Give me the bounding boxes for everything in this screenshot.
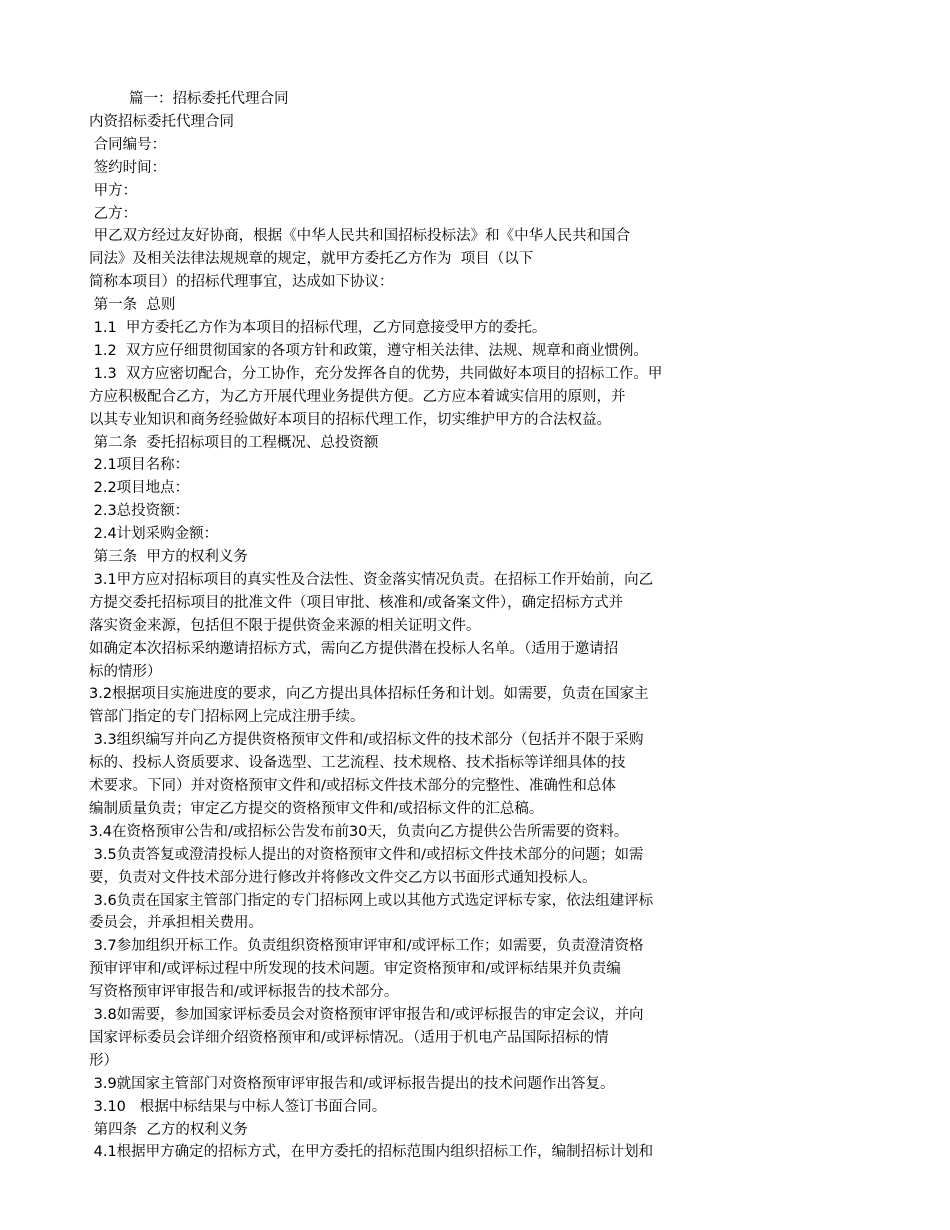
document-line: 4.1根据甲方确定的招标方式，在甲方委托的招标范围内组织招标工作，编制招标计划和 (89, 1144, 654, 1161)
document-line: 3.9就国家主管部门对资格预审评审报告和/或评标报告提出的技术问题作出答复。 (89, 1075, 615, 1092)
document-line: 标的情形） (89, 663, 162, 680)
document-line: 3.1甲方应对招标项目的真实性及合法性、资金落实情况负责。在招标工作开始前，向乙 (89, 571, 654, 588)
document-line: 1.2 双方应仔细贯彻国家的各项方针和政策，遵守相关法律、法规、规章和商业惯例。 (89, 342, 648, 359)
document-line: 3.7参加组织开标工作。负责组织资格预审评审和/或评标工作；如需要，负责澄清资格 (89, 938, 644, 955)
document-line: 要，负责对文件技术部分进行修改并将修改文件交乙方以书面形式通知投标人。 (89, 869, 597, 886)
document-line: 3.6负责在国家主管部门指定的专门招标网上或以其他方式选定评标专家，依法组建评标 (89, 892, 654, 909)
document-line: 第四条 乙方的权利义务 (89, 1121, 248, 1138)
document-line: 内资招标委托代理合同 (89, 113, 234, 130)
document-line: 3.8如需要，参加国家评标委员会对资格预审评审报告和/或评标报告的审定会议，并向 (89, 1007, 644, 1023)
document-line: 1.3 双方应密切配合，分工协作，充分发挥各自的优势，共同做好本项目的招标工作。甲 (89, 365, 663, 382)
document-line: 国家评标委员会详细介绍资格预审和/或评标情况。（适用于机电产品国际招标的情 (89, 1029, 609, 1046)
document-line: 2.3总投资额： (89, 503, 190, 520)
document-line: 落实资金来源，包括但不限于提供资金来源的相关证明文件。 (89, 617, 481, 634)
document-line: 方应积极配合乙方，为乙方开展代理业务提供方便。乙方应本着诚实信用的原则，并 (89, 388, 626, 405)
document-line: 2.1项目名称： (89, 457, 190, 474)
document-line: 合同编号： (89, 136, 167, 153)
document-line: 编制质量负责；审定乙方提交的资格预审文件和/或招标文件的汇总稿。 (89, 800, 544, 817)
document-line: 形） (89, 1052, 118, 1069)
document-line: 2.2项目地点： (89, 480, 190, 497)
document-line: 写资格预审评审报告和/或评标报告的技术部分。 (89, 984, 399, 1001)
document-line: 第二条 委托招标项目的工程概况、总投资额 (89, 434, 379, 451)
document-line: 2.4计划采购金额： (89, 526, 219, 543)
document-line: 术要求。下同）并对资格预审文件和/或招标文件技术部分的完整性、准确性和总体 (89, 778, 616, 794)
document-line: 第一条 总则 (89, 297, 176, 314)
document-line: 预审评审和/或评标过程中所发现的技术问题。审定资格预审和/或评标结果并负责编 (89, 961, 621, 978)
document-line: 乙方： (89, 205, 138, 222)
document-line: 委员会，并承担相关费用。 (89, 915, 263, 932)
document-line: 1.1 甲方委托乙方作为本项目的招标代理，乙方同意接受甲方的委托。 (89, 320, 547, 336)
document-line: 3.10 根据中标结果与中标人签订书面合同。 (89, 1098, 387, 1115)
document-line: 标的、投标人资质要求、设备选型、工艺流程、技术规格、技术指标等详细具体的技 (89, 755, 626, 772)
document-line: 3.4在资格预审公告和/或招标公告发布前30天，负责向乙方提供公告所需要的资料。 (89, 823, 629, 840)
document-line: 以其专业知识和商务经验做好本项目的招标代理工作，切实维护甲方的合法权益。 (89, 411, 611, 428)
document-line: 甲乙双方经过友好协商，根据《中华人民共和国招标投标法》和《中华人民共和国合 (89, 228, 631, 245)
document-line: 3.3组织编写并向乙方提供资格预审文件和/或招标文件的技术部分（包括并不限于采购 (89, 732, 644, 749)
document-line: 3.5负责答复或澄清投标人提出的对资格预审文件和/或招标文件技术部分的问题；如需 (89, 846, 644, 863)
document-line: 同法》及相关法律法规规章的规定，就甲方委托乙方作为 项目（以下 (89, 251, 534, 268)
document-title: 篇一：招标委托代理合同 (129, 91, 289, 107)
document-line: 方提交委托招标项目的批准文件（项目审批、核准和/或备案文件），确定招标方式并 (89, 594, 624, 611)
document-line: 签约时间： (89, 159, 167, 176)
document-line: 管部门指定的专门招标网上完成注册手续。 (89, 709, 365, 726)
document-line: 3.2根据项目实施进度的要求，向乙方提出具体招标任务和计划。如需要，负责在国家主 (89, 686, 649, 703)
document-line: 甲方： (89, 182, 138, 199)
document-line: 如确定本次招标采纳邀请招标方式，需向乙方提供潜在投标人名单。（适用于邀请招 (89, 640, 619, 657)
document-line: 简称本项目）的招标代理事宜，达成如下协议： (89, 274, 394, 291)
document-line: 第三条 甲方的权利义务 (89, 549, 248, 565)
